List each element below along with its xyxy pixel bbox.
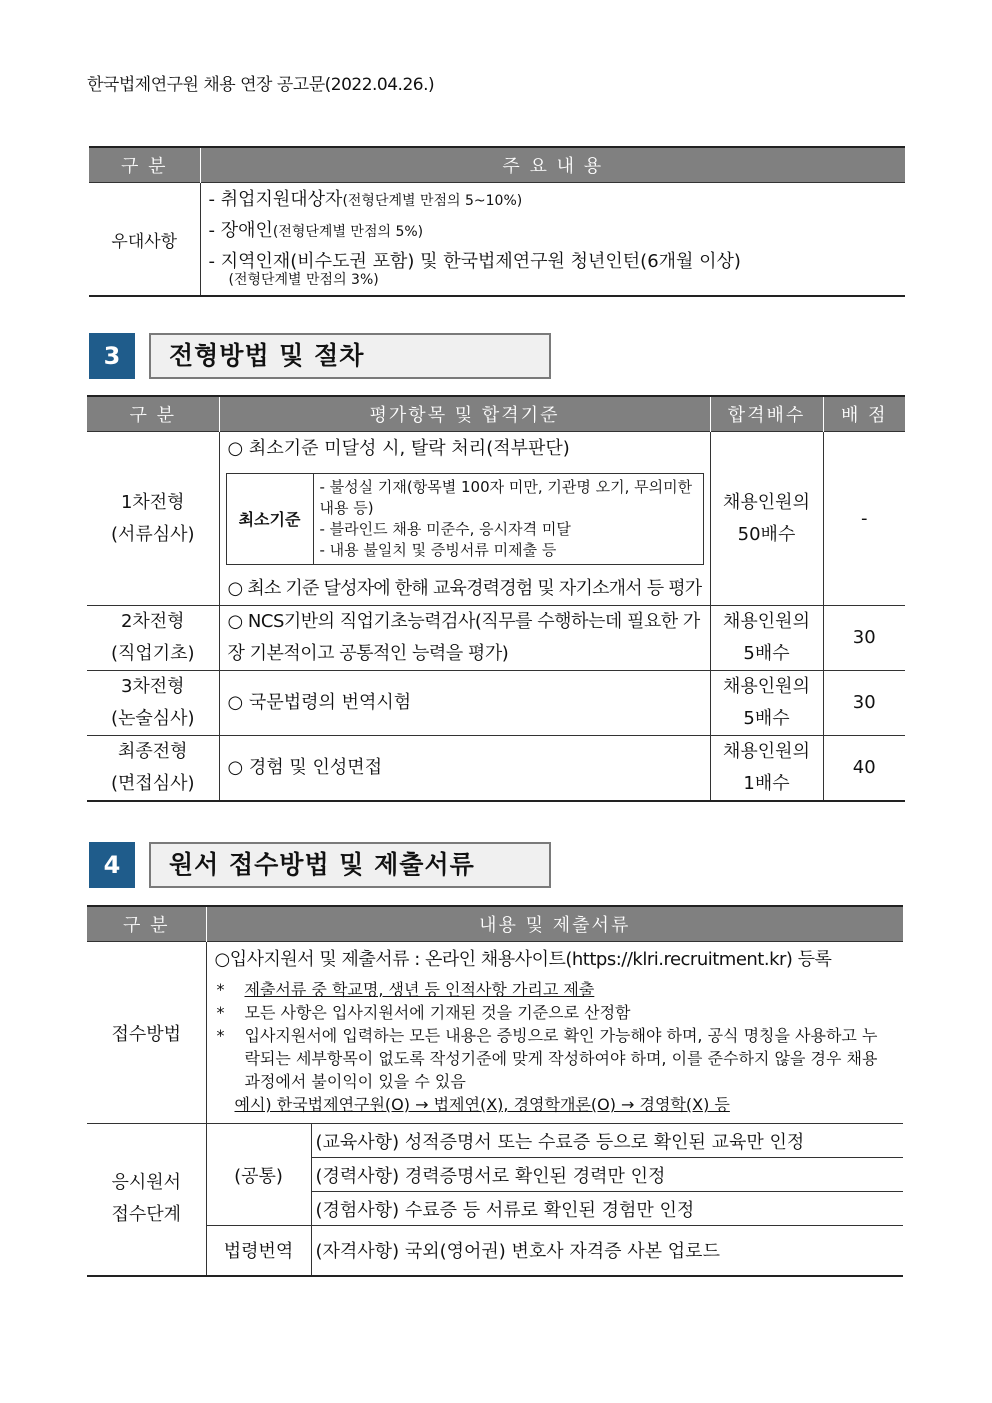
note-item: * 제출서류 중 학교명, 생년 등 인적사항 가리고 제출	[216, 980, 595, 999]
stage-cell: 2차전형 (직업기초)	[87, 606, 219, 671]
header-criteria: 평가항목 및 합격기준	[219, 396, 710, 432]
common-label: (공통)	[206, 1124, 311, 1226]
stage-label: 응시원서 접수단계	[87, 1124, 206, 1276]
table-row	[87, 736, 905, 802]
score-cell: 40	[823, 736, 905, 802]
table-row	[87, 1124, 903, 1158]
preference-table	[89, 146, 905, 297]
section-title: 원서 접수방법 및 제출서류	[149, 842, 551, 888]
preference-item: - 취업지원대상자(전형단계별 만점의 5~10%)	[208, 189, 523, 210]
document-title: 한국법제연구원 채용 연장 공고문(2022.04.26.)	[87, 75, 435, 95]
table-row	[87, 432, 905, 606]
stage-cell: 1차전형 (서류심사)	[87, 432, 219, 606]
header-multiple: 합격배수	[710, 396, 823, 432]
common-item: (경력사항) 경력증명서로 확인된 경력만 인정	[311, 1158, 903, 1192]
score-cell: -	[823, 432, 905, 606]
multiple-cell: 채용인원의 5배수	[710, 671, 823, 736]
table-row	[87, 606, 905, 671]
minimum-criteria-box	[226, 473, 704, 565]
header-category: 구 분	[89, 147, 200, 183]
method-content: ○입사지원서 및 제출서류 : 온라인 채용사이트(https://klri.recruitment.kr) 등록 * 제출서류 중 학교명, 생년 등 인적사항 가리고 제출 * 모든 사항은 입사지원서에 기재된 것을 기준으로 산정함 * 입사지원서에 입력하는 모든 내용은 증빙으로 확인 가능해야 하며, 공식 명칭을 사용하고 누락되는 세부항목이 없도록 작성기준에 맞게 작성하여야 하며, 이를 준수하지 않을 경우 채용과정에서 불이익이 있을 수 있음 예시) 한국법제연구원(O) → 법제연(X), 경영학개론(O) → 경영학(X) 등	[206, 942, 903, 1124]
criteria-cell: ○ 최소기준 미달성 시, 탈락 처리(적부판단) 최소기준 - 불성실 기재(항목별 100자 미만, 기관명 오기, 무의미한 내용 등) - 블라인드 채용 미준수, 응시자격 미달 - 내용 불일치 및 증빙서류 미제출 등 ○ 최소 기준 달성자에 한해 교육경력경험 및 자기소개서 등 평가	[219, 432, 710, 606]
preference-item: - 장애인(전형단계별 만점의 5%)	[208, 220, 424, 241]
method-label: 접수방법	[87, 942, 206, 1124]
minimum-criteria-items: - 불성실 기재(항목별 100자 미만, 기관명 오기, 무의미한 내용 등) - 블라인드 채용 미준수, 응시자격 미달 - 내용 불일치 및 증빙서류 미제출 등	[319, 477, 693, 559]
minimum-criteria-label: 최소기준	[226, 473, 313, 564]
law-item: (자격사항) 국외(영어권) 변호사 자격증 사본 업로드	[311, 1226, 903, 1276]
table-row	[87, 671, 905, 736]
header-category: 구 분	[87, 906, 206, 942]
header-score: 배 점	[823, 396, 905, 432]
header-category: 구 분	[87, 396, 219, 432]
note-item: * 입사지원서에 입력하는 모든 내용은 증빙으로 확인 가능해야 하며, 공식 명칭을 사용하고 누락되는 세부항목이 없도록 작성기준에 맞게 작성하여야 하며, 이를 준수하지 않을 경우 채용과정에서 불이익이 있을 수 있음	[216, 1026, 878, 1091]
preference-item: - 지역인재(비수도권 포함) 및 한국법제연구원 청년인턴(6개월 이상)	[208, 251, 741, 272]
preference-item-note: (전형단계별 만점의 3%)	[228, 272, 379, 288]
law-label: 법령번역	[206, 1226, 311, 1276]
preference-label: 우대사항	[89, 183, 200, 297]
selection-process-table	[87, 395, 905, 802]
stage-cell: 3차전형 (논술심사)	[87, 671, 219, 736]
section-number: 3	[89, 333, 135, 379]
multiple-cell: 채용인원의 1배수	[710, 736, 823, 802]
preference-items	[200, 183, 905, 297]
multiple-cell: 채용인원의 50배수	[710, 432, 823, 606]
note-item: * 모든 사항은 입사지원서에 기재된 것을 기준으로 산정함	[216, 1003, 631, 1022]
stage-cell: 최종전형 (면접심사)	[87, 736, 219, 802]
table-row	[87, 942, 903, 1124]
common-item: (교육사항) 성적증명서 또는 수료증 등으로 확인된 교육만 인정	[311, 1124, 903, 1158]
criteria-cell: ○ 경험 및 인성면접	[219, 736, 710, 802]
score-cell: 30	[823, 671, 905, 736]
header-content: 내용 및 제출서류	[206, 906, 903, 942]
table-row	[87, 1226, 903, 1276]
common-item: (경험사항) 수료증 등 서류로 확인된 경험만 인정	[311, 1192, 903, 1226]
application-method-table	[87, 905, 903, 1277]
multiple-cell: 채용인원의 5배수	[710, 606, 823, 671]
criteria-cell: ○ NCS기반의 직업기초능력검사(직무를 수행하는데 필요한 가장 기본적이고 공통적인 능력을 평가)	[219, 606, 710, 671]
section-number: 4	[89, 842, 135, 888]
section-title: 전형방법 및 절차	[149, 333, 551, 379]
score-cell: 30	[823, 606, 905, 671]
criteria-cell: ○ 국문법령의 번역시험	[219, 671, 710, 736]
example-note: 예시) 한국법제연구원(O) → 법제연(X), 경영학개론(O) → 경영학(X) 등	[234, 1095, 730, 1114]
header-main-content: 주 요 내 용	[200, 147, 905, 183]
